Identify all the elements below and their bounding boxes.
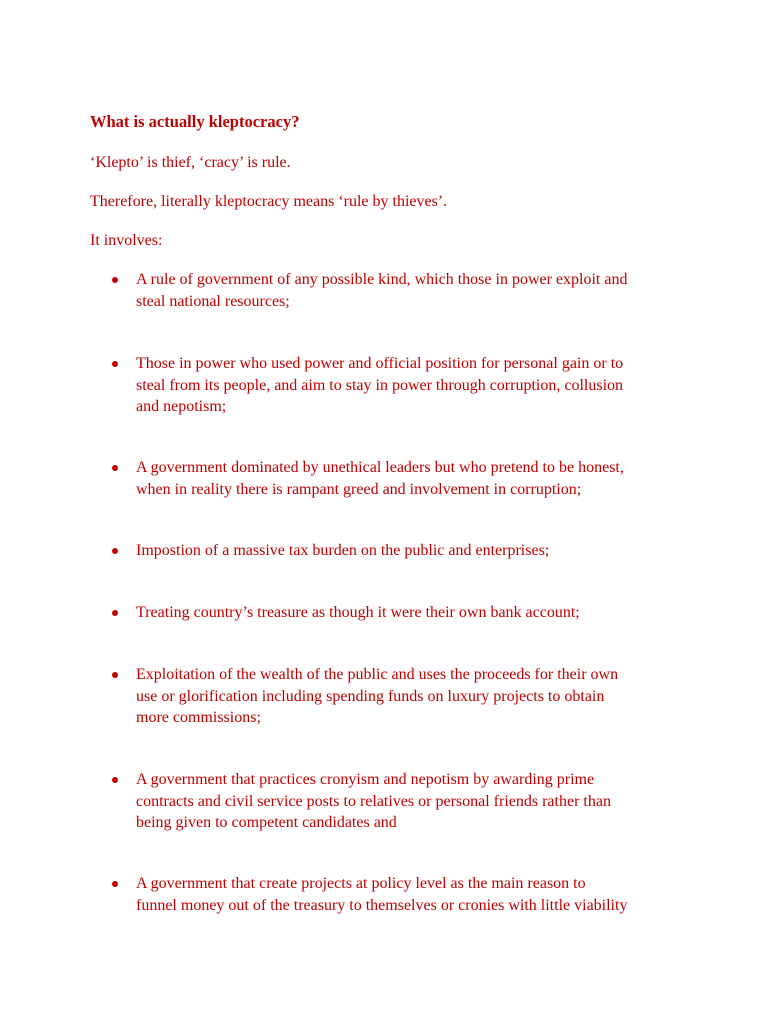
list-item [112,269,672,312]
list-item [112,769,672,834]
bullet-dot-icon [112,881,118,887]
list-item [112,540,672,562]
list-item-line: and nepotism; [136,398,227,416]
list-item [112,353,672,418]
bullet-dot-icon [112,548,118,554]
list-item-line: A government that practices cronyism and nepotism by awarding prime [136,771,595,788]
list-item-line: A rule of government of any possible kind, which those in power exploit and [136,271,628,288]
page-title: What is actually kleptocracy? [90,112,300,131]
list-item-line: more commissions; [136,709,261,727]
list-item-line: funnel money out of the treasury to themselves or cronies with little viability [136,896,628,914]
list-item-line: when in reality there is rampant greed and involvement in corruption; [136,480,582,498]
list-item-line: Impostion of a massive tax burden on the public and enterprises; [136,542,550,559]
intro-paragraph: It involves: [90,232,163,249]
definition-paragraph: ‘Klepto’ is thief, ‘cracy’ is rule. [90,154,291,171]
bullet-dot-icon [112,777,118,783]
list-item [112,457,672,500]
list-item-line: A government that create projects at policy level as the main reason to [136,875,586,892]
list-item-line: Exploitation of the wealth of the public and uses the proceeds for their own [136,666,619,683]
list-item-line: being given to competent candidates and [136,814,397,832]
list-item-line: A government dominated by unethical leaders but who pretend to be honest, [136,459,624,476]
bullet-dot-icon [112,672,118,678]
list-item-line: steal from its people, and aim to stay in power through corruption, collusion [136,376,624,394]
list-item-line: Those in power who used power and official position for personal gain or to [136,355,624,372]
list-item-line: steal national resources; [136,292,290,310]
list-item [112,664,672,729]
literal-meaning-paragraph: Therefore, literally kleptocracy means ‘rule by thieves’. [90,193,448,210]
bullet-dot-icon [112,465,118,471]
list-item-line: Treating country’s treasure as though it were their own bank account; [136,604,580,621]
list-item-line: use or glorification including spending funds on luxury projects to obtain [136,687,605,705]
list-item [112,602,672,624]
list-item [112,873,672,916]
list-item-line: contracts and civil service posts to relatives or personal friends rather than [136,792,611,810]
bullet-dot-icon [112,361,118,367]
bullet-dot-icon [112,610,118,616]
bullet-dot-icon [112,277,118,283]
